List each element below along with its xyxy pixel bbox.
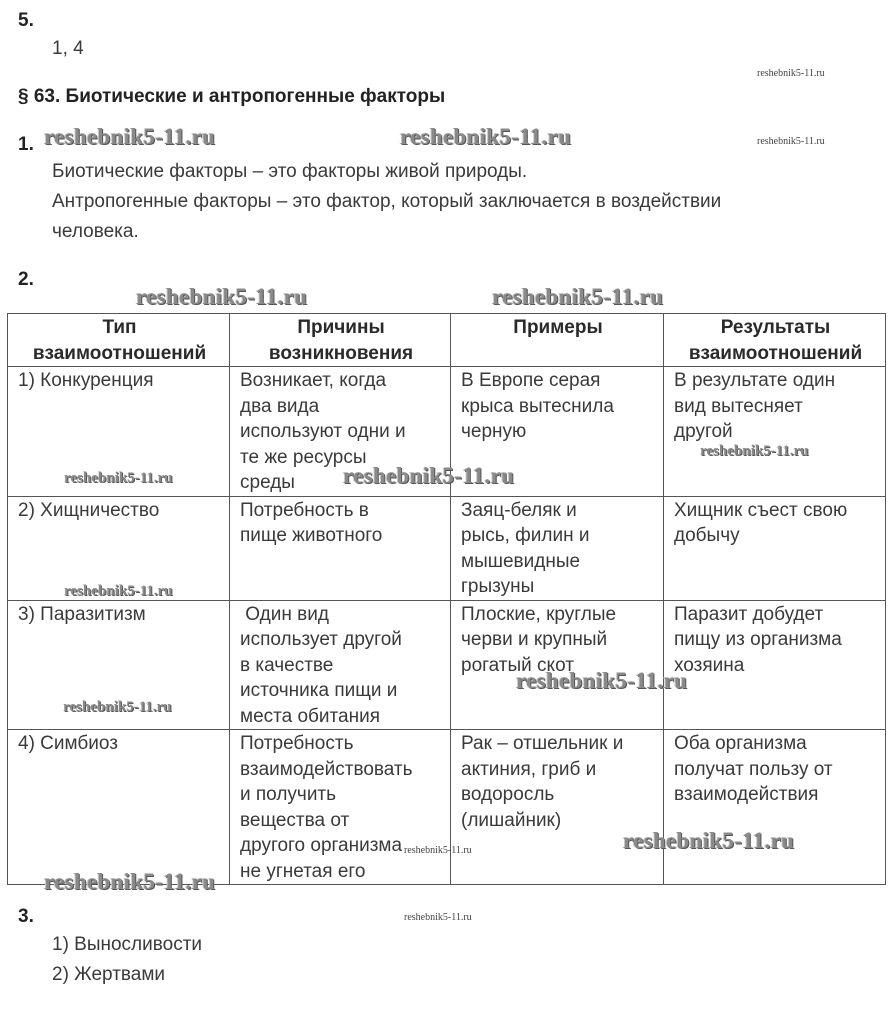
watermark: reshebnik5-11.ru <box>757 68 825 79</box>
table-cell: Рак – отшельник и актиния, гриб и водоросль (лишайник) <box>451 730 664 885</box>
task-1-line-2: Антропогенные факторы – это фактор, который заключается в воздействии <box>52 191 722 212</box>
table-cell: Потребность в пище животного <box>230 496 451 600</box>
table-cell: Паразит добудет пищу из организма хозяина <box>664 600 886 730</box>
table-cell: 1) Конкуренция <box>8 367 230 497</box>
task-2-number: 2. <box>18 269 34 290</box>
watermark: reshebnik5-11.ru <box>492 284 664 309</box>
watermark: reshebnik5-11.ru <box>64 583 173 599</box>
task-5-answer: 1, 4 <box>52 38 84 59</box>
watermark: reshebnik5-11.ru <box>404 912 472 923</box>
table-cell: 3) Паразитизм <box>8 600 230 730</box>
task-5-number: 5. <box>18 10 34 31</box>
header-cell: Результаты взаимоотношений <box>664 314 886 367</box>
section-title: § 63. Биотические и антропогенные факторы <box>18 86 446 107</box>
task-1-line-3: человека. <box>52 221 139 242</box>
watermark: reshebnik5-11.ru <box>400 124 572 149</box>
table-cell: Оба организма получат пользу от взаимодействия <box>664 730 886 885</box>
watermark: reshebnik5-11.ru <box>700 443 809 459</box>
watermark: reshebnik5-11.ru <box>757 136 825 147</box>
header-cell: Тип взаимоотношений <box>8 314 230 367</box>
header-cell: Причины возникновения <box>230 314 451 367</box>
task-3-item-1: 1) Выносливости <box>52 934 203 955</box>
table-cell: Хищник съест свою добычу <box>664 496 886 600</box>
watermark: reshebnik5-11.ru <box>44 124 216 149</box>
watermark: reshebnik5-11.ru <box>136 284 308 309</box>
task-1-number: 1. <box>18 134 34 155</box>
table-cell: Потребность взаимодействовать и получить вещества от другого организма не угнетая его <box>230 730 451 885</box>
table-cell: Возникает, когда два вида используют одни и те же ресурсы среды <box>230 367 451 497</box>
watermark: reshebnik5-11.ru <box>63 699 172 715</box>
table-cell: 2) Хищничество <box>8 496 230 600</box>
table-header-row <box>8 314 886 367</box>
watermark: reshebnik5-11.ru <box>516 668 688 693</box>
task-3-item-2: 2) Жертвами <box>52 964 166 985</box>
table-cell: Заяц-беляк и рысь, филин и мышевидные грызуны <box>451 496 664 600</box>
watermark: reshebnik5-11.ru <box>404 845 472 856</box>
table-cell: В результате один вид вытесняет другой <box>664 367 886 497</box>
task-3-number: 3. <box>18 906 34 927</box>
task-1-line-1: Биотические факторы – это факторы живой природы. <box>52 161 528 182</box>
watermark: reshebnik5-11.ru <box>343 463 515 488</box>
table-cell: В Европе серая крыса вытеснила черную <box>451 367 664 497</box>
table-cell: 4) Симбиоз <box>8 730 230 885</box>
table-cell: Плоские, круглые черви и крупный рогатый скот <box>451 600 664 730</box>
table-cell: Один вид использует другой в качестве источника пищи и места обитания <box>230 600 451 730</box>
table-row <box>8 730 886 885</box>
header-cell: Примеры <box>451 314 664 367</box>
watermark: reshebnik5-11.ru <box>64 470 173 486</box>
watermark: reshebnik5-11.ru <box>44 869 216 894</box>
watermark: reshebnik5-11.ru <box>623 828 795 853</box>
